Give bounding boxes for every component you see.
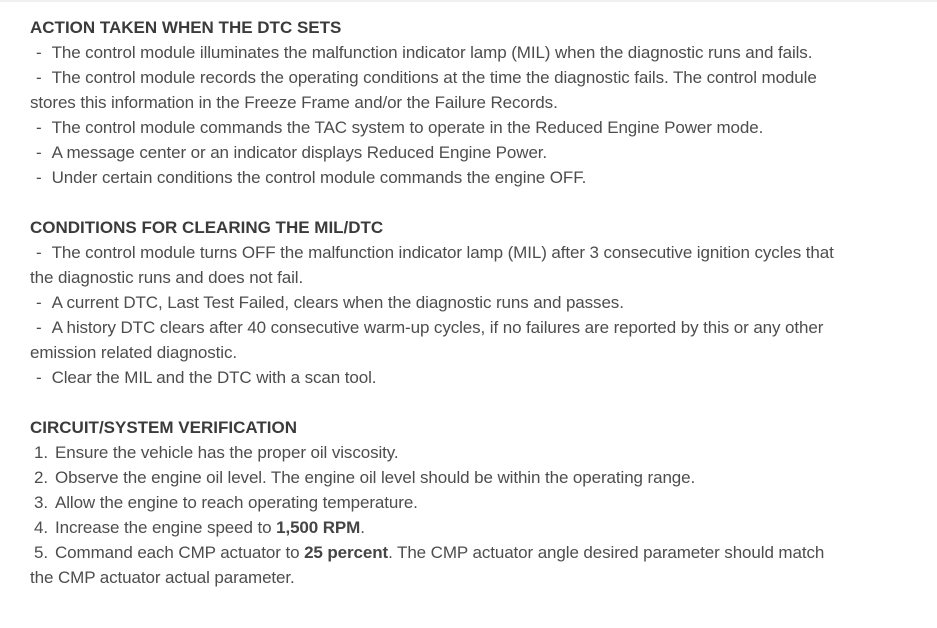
list-item-text: A current DTC, Last Test Failed, clears when the diagnostic runs and passes.: [51, 293, 624, 312]
list-item: [30, 465, 842, 490]
section-action-taken-when-dtc-sets: [30, 15, 842, 190]
bullet-marker: -: [36, 318, 42, 337]
list-item: [30, 290, 842, 315]
list-item-text: The control module records the operating conditions at the time the diagnostic fails. The control module stores this information in the Freeze Frame and/or the Failure Records.: [30, 68, 817, 112]
list-item: [30, 490, 842, 515]
document-page: [0, 2, 937, 590]
list-item: [30, 365, 842, 390]
list-item-text: Clear the MIL and the DTC with a scan tool.: [51, 368, 377, 387]
list-item-text: Allow the engine to reach operating temperature.: [54, 493, 418, 512]
bullet-marker: -: [36, 293, 42, 312]
number-marker: 4.: [34, 518, 48, 537]
list-item-text: The control module commands the TAC system to operate in the Reduced Engine Power mode.: [51, 118, 764, 137]
list-item: [30, 140, 842, 165]
bullet-marker: -: [36, 243, 42, 262]
number-marker: 3.: [34, 493, 48, 512]
list-item-text: Under certain conditions the control module commands the engine OFF.: [51, 168, 587, 187]
list-item: [30, 40, 842, 65]
list-item-text: .: [360, 518, 365, 537]
list-item-text: Ensure the vehicle has the proper oil viscosity.: [54, 443, 399, 462]
bullet-marker: -: [36, 118, 42, 137]
list-item-text: The control module illuminates the malfunction indicator lamp (MIL) when the diagnostic runs and fails.: [51, 43, 813, 62]
bullet-marker: -: [36, 368, 42, 387]
bold-text: 1,500 RPM: [276, 518, 361, 537]
bullet-marker: -: [36, 168, 42, 187]
section-heading: CIRCUIT/SYSTEM VERIFICATION: [30, 418, 297, 437]
list-item: [30, 540, 842, 590]
number-marker: 2.: [34, 468, 48, 487]
document-content: [30, 15, 842, 590]
list-item: [30, 65, 842, 115]
number-marker: 1.: [34, 443, 48, 462]
bullet-marker: -: [36, 68, 42, 87]
list-item: [30, 115, 842, 140]
number-marker: 5.: [34, 543, 48, 562]
list-item: [30, 165, 842, 190]
section-conditions-for-clearing-mil-dtc: [30, 215, 842, 390]
list-item: [30, 440, 842, 465]
list-item-text: The control module turns OFF the malfunction indicator lamp (MIL) after 3 consecutive ignition cycles that the diagnostic runs and does not fail.: [30, 243, 834, 287]
bold-text: 25 percent: [304, 543, 389, 562]
bullet-marker: -: [36, 143, 42, 162]
list-item: [30, 515, 842, 540]
list-item: [30, 240, 842, 290]
section-circuit-system-verification: [30, 415, 842, 590]
list-item-text: . The CMP actuator angle desired parameter should match the CMP actuator actual parameter.: [30, 543, 825, 587]
section-heading: ACTION TAKEN WHEN THE DTC SETS: [30, 18, 342, 37]
list-item-text: A history DTC clears after 40 consecutive warm-up cycles, if no failures are reported by this or any other emission related diagnostic.: [30, 318, 824, 362]
list-item-text: Increase the engine speed to: [54, 518, 277, 537]
list-item-text: Command each CMP actuator to: [54, 543, 305, 562]
list-item-text: A message center or an indicator displays Reduced Engine Power.: [51, 143, 548, 162]
list-item: [30, 315, 842, 365]
list-item-text: Observe the engine oil level. The engine oil level should be within the operating range.: [54, 468, 696, 487]
bullet-marker: -: [36, 43, 42, 62]
section-heading: CONDITIONS FOR CLEARING THE MIL/DTC: [30, 218, 384, 237]
